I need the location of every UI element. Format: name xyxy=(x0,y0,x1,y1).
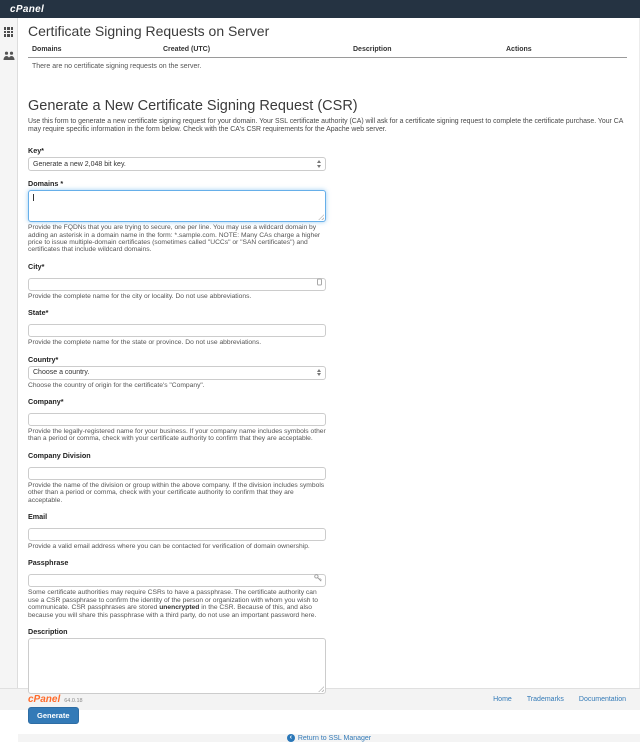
column-created: Created (UTC) xyxy=(163,46,211,53)
column-domains: Domains xyxy=(32,46,62,53)
state-input[interactable] xyxy=(28,324,326,337)
footer-link-documentation[interactable]: Documentation xyxy=(578,696,626,703)
field-city xyxy=(28,262,326,300)
form-intro: Use this form to generate a new certificate signing request for your domain. Your SSL certificate authority (CA) will ask for a certificate signing request to complete the certificate purchase. Your CA may require specific information in the form below. Check with the CA's CSR requirements for the Apache web server. xyxy=(28,118,623,133)
page-title: Certificate Signing Requests on Server xyxy=(28,23,270,39)
description-label: Description xyxy=(28,627,68,637)
return-link-label: Return to SSL Manager xyxy=(297,734,372,742)
email-help: Provide a valid email address where you can be contacted for verification of domain ownership. xyxy=(28,543,310,551)
key-select[interactable] xyxy=(28,157,326,171)
country-select-value: Choose a country. xyxy=(33,369,90,377)
passphrase-help: Some certificate authorities may require CSRs to have a passphrase. The certificate authority can use a CSR passphrase to confirm the identity of the person or organization with whom you wish to communicate. CSR passphrases are stored unencrypted in the CSR. Because of this, and also because you will share this passphrase with a third party, do not use an important password here. xyxy=(28,589,318,619)
domains-help: Provide the FQDNs that you are trying to secure, one per line. You may use a wildcard domain by adding an asterisk in a domain name in the form: *.sample.com. NOTE: Many CAs charge a higher price to issue multiple-domain certificates (sometimes called "UCCs" or "SAN certificates") and certificates that include wildcard domains. xyxy=(28,224,321,254)
country-label: Country* xyxy=(28,354,59,364)
cpanel-logo: cPanel xyxy=(10,3,45,15)
company-division-label: Company Division xyxy=(28,450,91,460)
country-help: Choose the country of origin for the certificate's "Company". xyxy=(28,381,205,389)
resize-handle-icon[interactable] xyxy=(318,214,324,220)
user-manager-icon[interactable] xyxy=(3,48,15,66)
country-select[interactable] xyxy=(28,366,326,380)
resize-handle-icon[interactable] xyxy=(318,686,324,692)
city-help: Provide the complete name for the city or locality. Do not use abbreviations. xyxy=(28,292,252,300)
column-actions: Actions xyxy=(506,46,532,53)
csr-table-header xyxy=(28,46,627,58)
email-input[interactable] xyxy=(28,528,326,541)
apps-grid-icon[interactable] xyxy=(4,27,14,37)
footer-cpanel-logo: cPanel xyxy=(28,694,61,705)
unencrypted-emphasis: unencrypted xyxy=(159,604,200,612)
return-arrow-icon: ‹ xyxy=(287,734,295,742)
domains-label: Domains * xyxy=(28,179,64,189)
key-icon xyxy=(314,574,322,582)
field-passphrase xyxy=(28,558,326,619)
passphrase-input[interactable] xyxy=(28,574,326,587)
state-label: State* xyxy=(28,308,49,318)
field-description xyxy=(28,627,326,694)
column-description: Description xyxy=(353,46,392,53)
field-company xyxy=(28,397,326,443)
autofill-card-icon[interactable] xyxy=(317,278,322,285)
company-help: Provide the legally-registered name for your business. If your company name includes symbols other than a period or comma, check with your certificate authority to confirm that they are acceptable. xyxy=(28,428,326,443)
empty-table-message: There are no certificate signing requests on the server. xyxy=(32,63,202,70)
key-select-value: Generate a new 2,048 bit key. xyxy=(33,160,126,168)
email-label: Email xyxy=(28,512,48,522)
field-company-division xyxy=(28,451,326,504)
state-help: Provide the complete name for the state or province. Do not use abbreviations. xyxy=(28,339,262,347)
footer-links xyxy=(493,696,626,703)
select-stepper-icon xyxy=(317,369,321,377)
form-title: Generate a New Certificate Signing Request (CSR) xyxy=(28,98,358,114)
city-label: City* xyxy=(28,261,45,271)
domains-textarea[interactable] xyxy=(28,190,326,222)
company-division-help: Provide the name of the division or group within the above company. If the division includes symbols other than a period or comma, check with your certificate authority to confirm that they are acceptable. xyxy=(28,481,325,504)
footer-link-home[interactable]: Home xyxy=(493,696,512,703)
sidebar xyxy=(0,18,18,688)
top-navbar xyxy=(0,0,640,18)
footer-link-trademarks[interactable]: Trademarks xyxy=(526,696,564,703)
version-label: 64.0.18 xyxy=(64,698,83,704)
passphrase-label: Passphrase xyxy=(28,558,69,568)
generate-button[interactable]: Generate xyxy=(28,707,79,724)
text-caret xyxy=(33,194,34,201)
select-stepper-icon xyxy=(317,160,321,168)
field-state xyxy=(28,308,326,346)
field-country xyxy=(28,355,326,389)
field-key xyxy=(28,146,326,171)
description-textarea[interactable] xyxy=(28,638,326,694)
key-label: Key* xyxy=(28,146,44,156)
company-input[interactable] xyxy=(28,413,326,426)
bottom-band xyxy=(18,734,640,742)
company-label: Company* xyxy=(28,397,64,407)
field-domains xyxy=(28,179,326,254)
city-input[interactable] xyxy=(28,278,326,291)
field-email xyxy=(28,512,326,550)
company-division-input[interactable] xyxy=(28,467,326,480)
return-to-ssl-manager-link[interactable] xyxy=(287,734,371,742)
